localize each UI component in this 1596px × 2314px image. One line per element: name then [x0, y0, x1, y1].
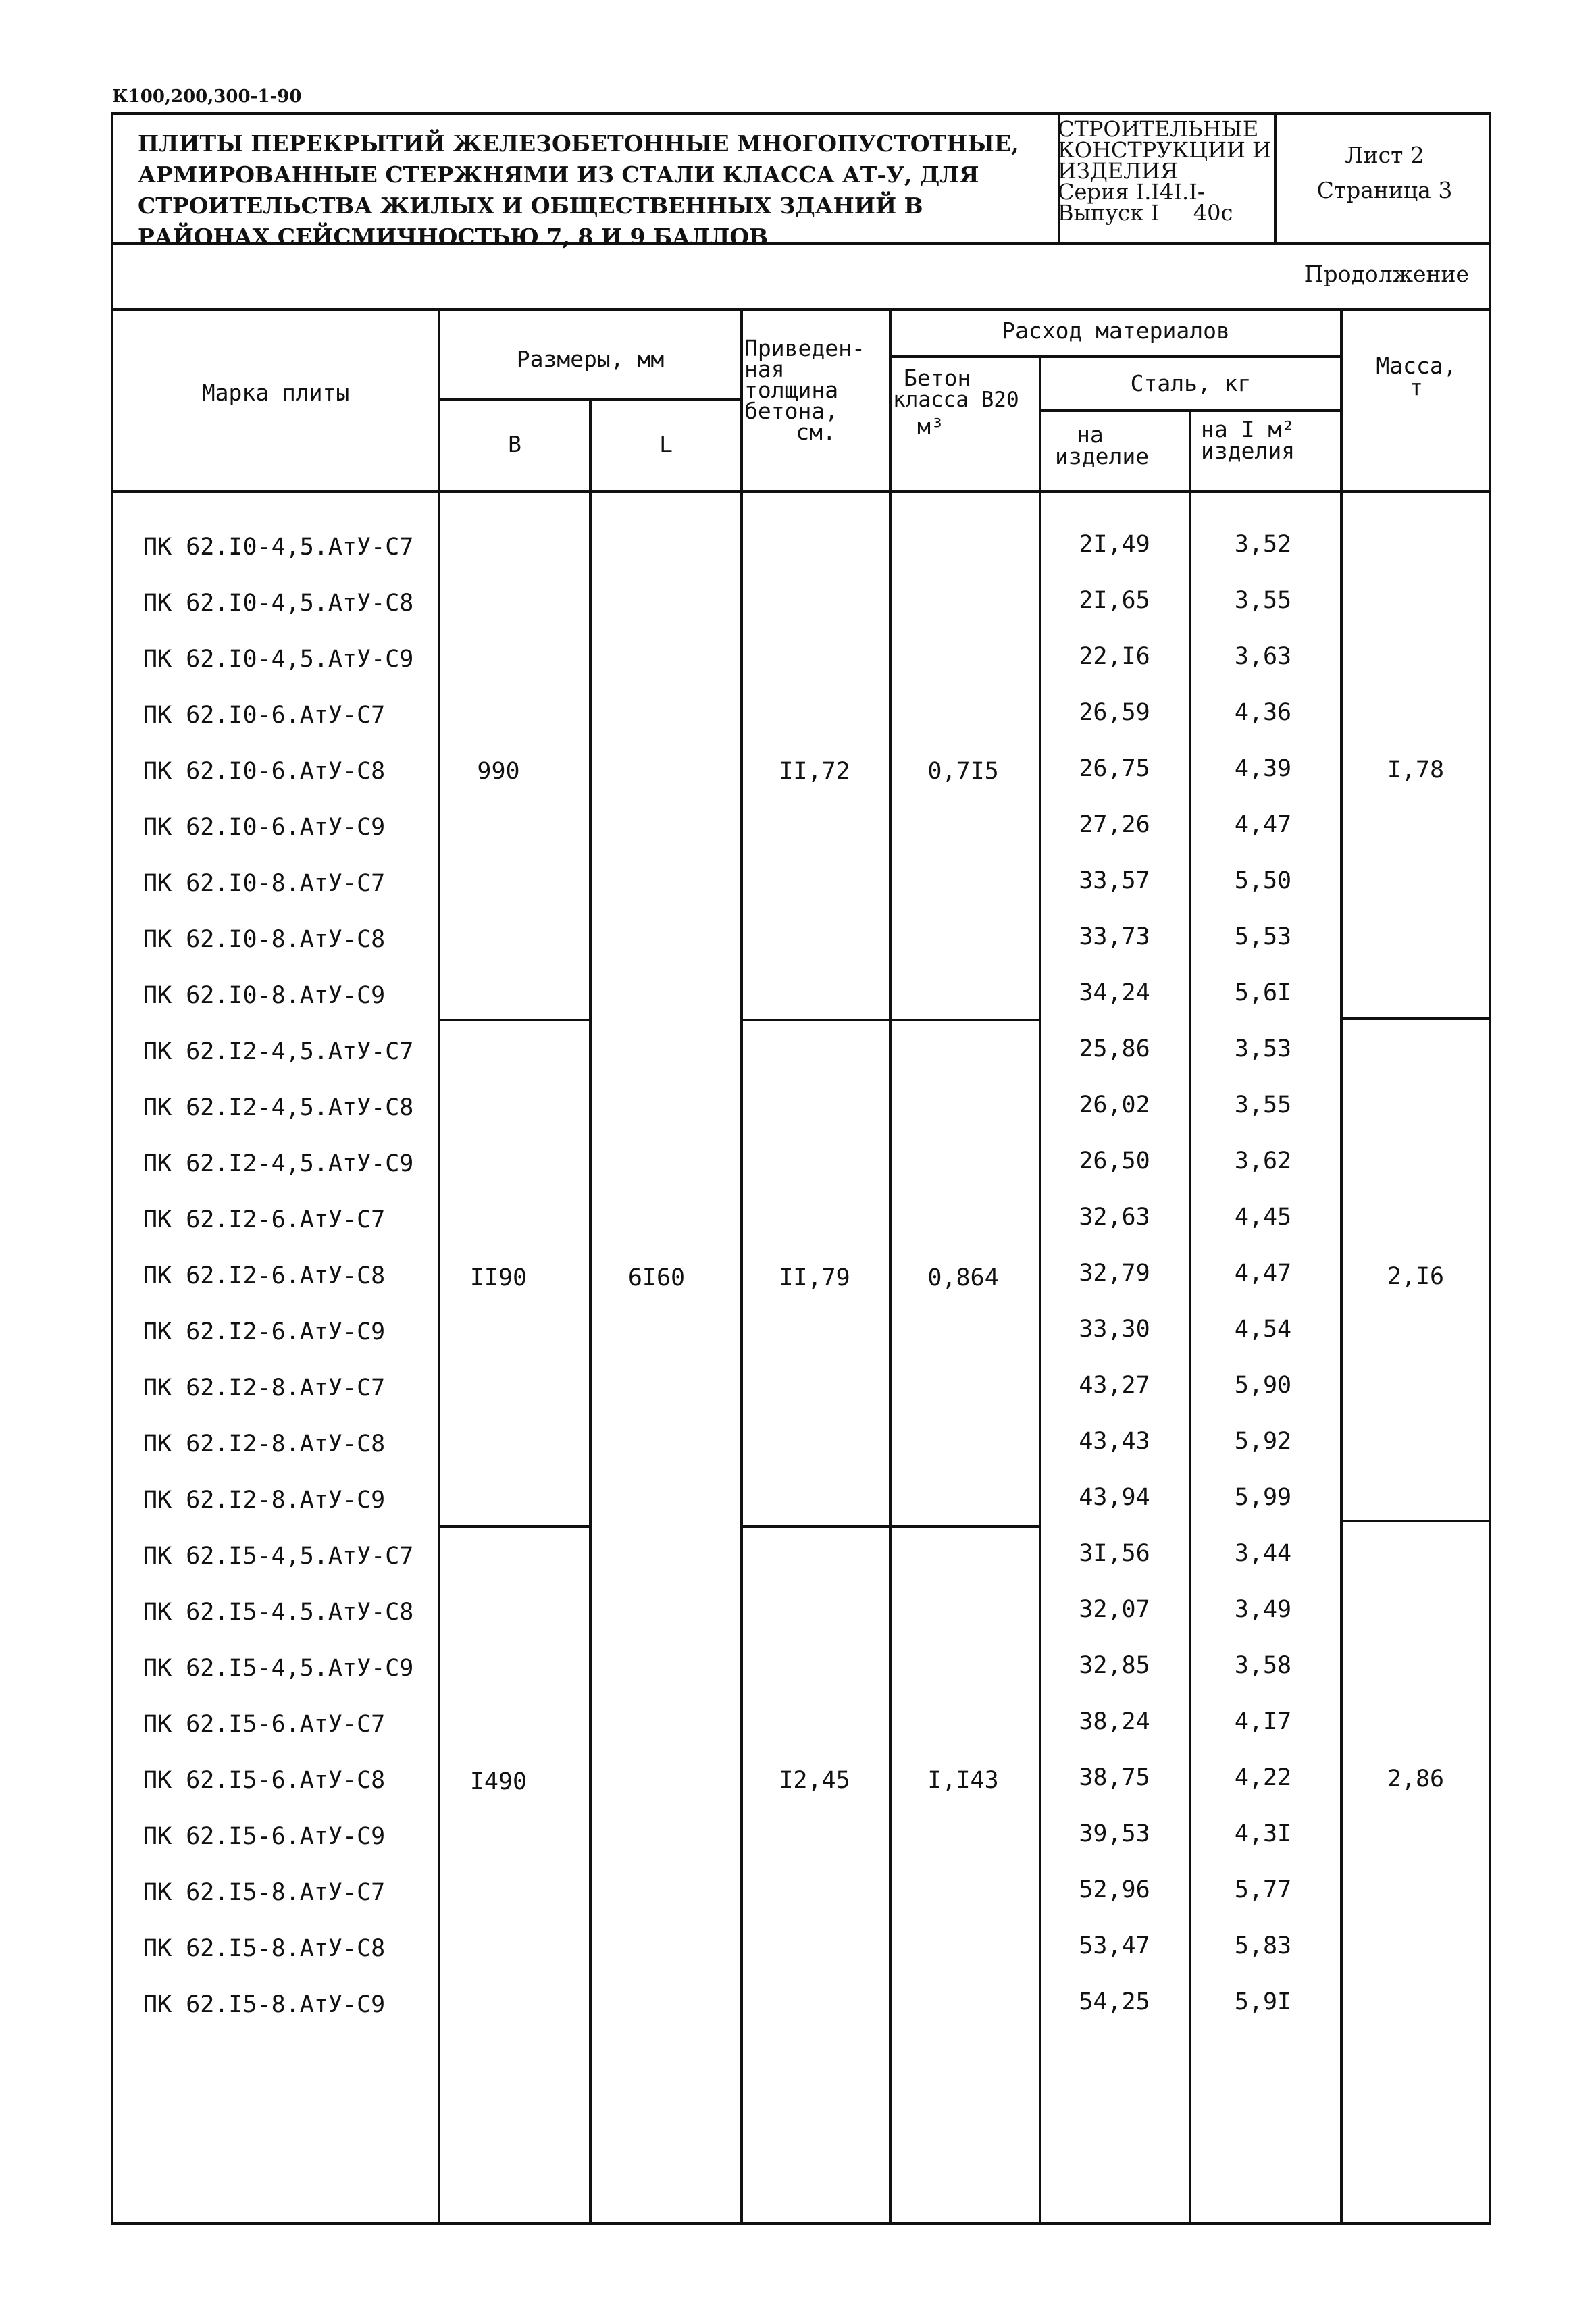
- steel-per-m2: 4,22: [1234, 1764, 1292, 1791]
- steel-per-m2: 5,83: [1234, 1932, 1292, 1959]
- steel-per-item: 2I,65: [1079, 587, 1150, 614]
- stamp-line: ИЗДЕЛИЯ: [1058, 158, 1178, 184]
- header-line: изделие: [1055, 443, 1150, 469]
- steel-per-m2: 3,62: [1234, 1148, 1292, 1175]
- col-header-sizes: Размеры, мм: [516, 346, 665, 372]
- series-stamp: [1058, 116, 1274, 226]
- header-line: т: [1410, 374, 1423, 401]
- plate-mark: ПК 62.I2-6.АтУ-С9: [143, 1318, 386, 1345]
- steel-per-item: 53,47: [1079, 1932, 1150, 1959]
- steel-per-item: 26,50: [1079, 1148, 1150, 1175]
- table-top-line: [111, 308, 1491, 311]
- group-mass: I,78: [1387, 756, 1445, 783]
- steel-per-item: 38,75: [1079, 1764, 1150, 1791]
- group-mass: 2,86: [1387, 1766, 1445, 1793]
- plate-mark: ПК 62.I0-6.АтУ-С8: [143, 758, 386, 785]
- col-line: [1039, 355, 1041, 2225]
- col-header-l: L: [659, 431, 673, 457]
- steel-per-item: 25,86: [1079, 1035, 1150, 1062]
- plate-mark: ПК 62.I2-8.АтУ-С9: [143, 1487, 386, 1514]
- col-line: [1189, 409, 1191, 2225]
- steel-per-item: 32,85: [1079, 1652, 1150, 1679]
- steel-per-m2: 3,49: [1234, 1596, 1292, 1623]
- steel-per-m2: 3,52: [1234, 531, 1292, 558]
- plate-mark: ПК 62.I5-4,5.АтУ-С9: [143, 1655, 414, 1682]
- steel-per-item: 27,26: [1079, 811, 1150, 838]
- group-separator: [1341, 1017, 1491, 1020]
- steel-per-item: 34,24: [1079, 979, 1150, 1006]
- header-line: изделия: [1201, 438, 1295, 464]
- col-line: [889, 308, 892, 2225]
- page-number: Страница 3: [1316, 177, 1453, 203]
- header-line: толщина: [744, 377, 839, 403]
- group-separator: [742, 1525, 1039, 1528]
- group-b: II90: [469, 1264, 527, 1291]
- stamp-line: КОНСТРУКЦИИ И: [1058, 137, 1271, 163]
- steel-per-m2: 4,36: [1234, 699, 1292, 726]
- steel-per-m2: 4,39: [1234, 755, 1292, 782]
- header-line: на I м²: [1201, 416, 1295, 442]
- col-header-materials: Расход материалов: [1002, 317, 1230, 344]
- steel-per-m2: 4,47: [1234, 1260, 1292, 1287]
- plate-mark: ПК 62.I5-6.АтУ-С8: [143, 1767, 386, 1794]
- steel-per-m2: 3,55: [1234, 587, 1292, 614]
- plate-mark: ПК 62.I0-4,5.АтУ-С7: [143, 534, 414, 561]
- plate-mark: ПК 62.I2-8.АтУ-С8: [143, 1431, 386, 1458]
- steel-per-m2: 3,58: [1234, 1652, 1292, 1679]
- header-line: класса В20: [893, 388, 1019, 412]
- steel-per-item: 52,96: [1079, 1876, 1150, 1903]
- plate-mark: ПК 62.I0-4,5.АтУ-С8: [143, 590, 414, 617]
- steel-per-item: 3I,56: [1079, 1540, 1150, 1567]
- steel-per-m2: 4,I7: [1234, 1708, 1292, 1735]
- col-header-mass: [1343, 353, 1490, 401]
- plate-mark: ПК 62.I0-6.АтУ-С7: [143, 702, 386, 729]
- steel-per-m2: 5,99: [1234, 1484, 1292, 1511]
- group-b: 990: [477, 758, 520, 785]
- group-thickness: II,79: [779, 1264, 850, 1291]
- header-line: Приведен-: [744, 335, 865, 361]
- header-line: на: [1077, 421, 1104, 448]
- sheet-divider: [1274, 112, 1277, 243]
- steel-per-item: 43,27: [1079, 1372, 1150, 1399]
- steel-per-item: 22,I6: [1079, 643, 1150, 670]
- plate-mark: ПК 62.I0-8.АтУ-С7: [143, 870, 386, 897]
- col-line: [1340, 308, 1343, 2225]
- plate-mark: ПК 62.I0-4,5.АтУ-С9: [143, 646, 414, 673]
- plate-mark: ПК 62.I2-4,5.АтУ-С7: [143, 1038, 414, 1065]
- steel-per-item: 26,02: [1079, 1091, 1150, 1119]
- steel-per-m2: 4,54: [1234, 1316, 1292, 1343]
- steel-per-m2: 5,92: [1234, 1428, 1292, 1455]
- steel-per-m2: 3,44: [1234, 1540, 1292, 1567]
- plate-mark: ПК 62.I2-6.АтУ-С7: [143, 1206, 386, 1233]
- group-separator: [439, 1525, 589, 1528]
- plate-mark: ПК 62.I5-4.5.АтУ-С8: [143, 1599, 414, 1626]
- group-mass: 2,I6: [1387, 1263, 1445, 1290]
- group-separator: [1341, 1520, 1491, 1522]
- steel-per-item: 32,07: [1079, 1596, 1150, 1623]
- document-title: ПЛИТЫ ПЕРЕКРЫТИЙ ЖЕЛЕЗОБЕТОННЫЕ МНОГОПУСТОТНЫЕ, АРМИРОВАННЫЕ СТЕРЖНЯМИ ИЗ СТАЛИ КЛАССА АТ-У, ДЛЯ СТРОИТЕЛЬСТВА ЖИЛЫХ И ОБЩЕСТВЕННЫХ ЗДАНИЙ В РАЙОНАХ СЕЙСМИЧНОСТЬЮ 7, 8 И 9 БАЛЛОВ: [138, 130, 1019, 250]
- group-thickness: I2,45: [779, 1767, 850, 1794]
- col-line: [589, 398, 592, 2225]
- plate-mark: ПК 62.I2-8.АтУ-С7: [143, 1374, 386, 1402]
- steel-per-m2: 5,53: [1234, 923, 1292, 950]
- plate-mark: ПК 62.I5-8.АтУ-С9: [143, 1991, 386, 2018]
- plate-mark: ПК 62.I0-8.АтУ-С9: [143, 982, 386, 1009]
- col-header-thickness: [744, 335, 887, 445]
- steel-per-m2: 3,63: [1234, 643, 1292, 670]
- steel-per-m2: 3,53: [1234, 1035, 1292, 1062]
- header-line: Масса,: [1376, 353, 1457, 379]
- stamp-line: СТРОИТЕЛЬНЫЕ: [1058, 116, 1259, 142]
- steel-per-m2: 5,90: [1234, 1372, 1292, 1399]
- col-header-per-item: [1055, 421, 1187, 469]
- group-concrete: 0,864: [927, 1264, 999, 1291]
- col-header-per-m2: [1201, 416, 1339, 464]
- continuation-label: Продолжение: [1304, 261, 1469, 287]
- steel-per-item: 54,25: [1079, 1988, 1150, 2015]
- group-concrete: 0,7I5: [927, 758, 999, 785]
- steel-per-item: 26,59: [1079, 699, 1150, 726]
- steel-per-item: 26,75: [1079, 755, 1150, 782]
- header-line: см.: [796, 419, 836, 445]
- steel-subline: [1040, 409, 1343, 412]
- steel-per-m2: 4,45: [1234, 1204, 1292, 1231]
- plate-mark: ПК 62.I2-6.АтУ-С8: [143, 1262, 386, 1289]
- plate-mark: ПК 62.I5-8.АтУ-С7: [143, 1879, 386, 1906]
- group-b: I490: [469, 1768, 527, 1795]
- plate-mark: ПК 62.I5-8.АтУ-С8: [143, 1935, 386, 1962]
- steel-per-m2: 5,6I: [1234, 979, 1292, 1006]
- steel-per-item: 43,43: [1079, 1428, 1150, 1455]
- stamp-line: Выпуск I 40с: [1058, 200, 1233, 226]
- header-line: м³: [917, 413, 944, 440]
- plate-mark: ПК 62.I2-4,5.АтУ-С8: [143, 1094, 414, 1121]
- steel-per-item: 33,57: [1079, 867, 1150, 894]
- steel-per-item: 32,79: [1079, 1260, 1150, 1287]
- col-header-concrete: [893, 367, 1037, 438]
- col-header-mark: Марка плиты: [201, 380, 350, 406]
- steel-per-item: 33,30: [1079, 1316, 1150, 1343]
- steel-per-item: 43,94: [1079, 1484, 1150, 1511]
- header-line: Бетон: [904, 365, 971, 391]
- steel-per-item: 39,53: [1079, 1820, 1150, 1847]
- steel-per-m2: 5,9I: [1234, 1988, 1292, 2015]
- header-line: ная: [744, 356, 785, 382]
- plate-mark: ПК 62.I5-6.АтУ-С7: [143, 1711, 386, 1738]
- steel-per-item: 2I,49: [1079, 531, 1150, 558]
- group-thickness: II,72: [779, 758, 850, 785]
- steel-per-m2: 5,77: [1234, 1876, 1292, 1903]
- stamp-line: Серия I.I4I.I-: [1058, 179, 1205, 205]
- group-separator: [742, 1019, 1039, 1021]
- sheet-info: [1290, 138, 1479, 208]
- plate-mark: ПК 62.I2-4,5.АтУ-С9: [143, 1150, 414, 1177]
- col-header-b: В: [508, 431, 521, 457]
- l-value: 6I60: [627, 1264, 686, 1291]
- sheet-number: Лист 2: [1345, 142, 1424, 168]
- header-line: бетона,: [744, 398, 839, 424]
- plate-mark: ПК 62.I0-8.АтУ-С8: [143, 926, 386, 953]
- steel-per-m2: 5,50: [1234, 867, 1292, 894]
- steel-per-m2: 3,55: [1234, 1091, 1292, 1119]
- steel-per-item: 38,24: [1079, 1708, 1150, 1735]
- group-separator: [439, 1019, 589, 1021]
- materials-subline: [890, 355, 1343, 358]
- steel-per-item: 33,73: [1079, 923, 1150, 950]
- plate-mark: ПК 62.I5-4,5.АтУ-С7: [143, 1543, 414, 1570]
- col-header-steel: Сталь, кг: [1130, 370, 1252, 396]
- steel-per-m2: 4,3I: [1234, 1820, 1292, 1847]
- document-code: К100,200,300-1-90: [112, 86, 302, 107]
- plate-mark: ПК 62.I5-6.АтУ-С9: [143, 1823, 386, 1850]
- col-line: [740, 308, 743, 2225]
- steel-per-m2: 4,47: [1234, 811, 1292, 838]
- steel-per-item: 32,63: [1079, 1204, 1150, 1231]
- header-bottom-line: [111, 490, 1491, 493]
- plate-mark: ПК 62.I0-6.АтУ-С9: [143, 814, 386, 841]
- group-concrete: I,I43: [927, 1767, 999, 1794]
